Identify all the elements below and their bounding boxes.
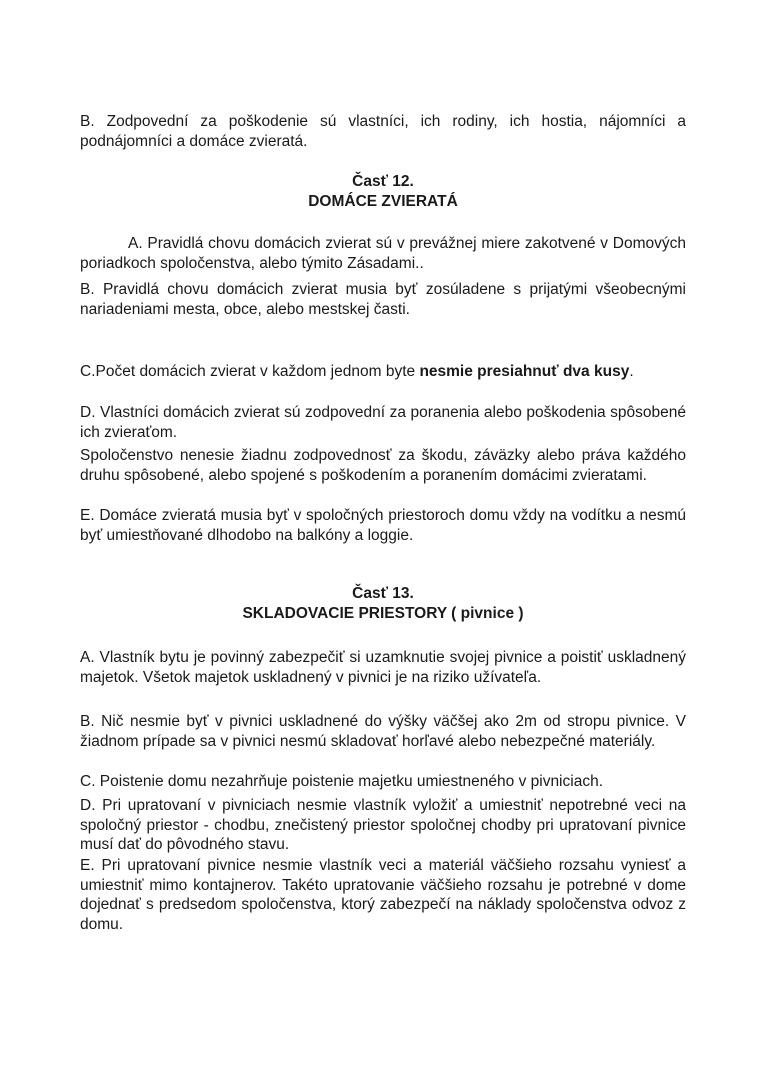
part-13-paragraph-e: E. Pri upratovaní pivnice nesmie vlastník veci a materiál väčšieho rozsahu vyniesť a umiestniť mimo kontajnerov. Takéto upratovanie väčšieho rozsahu je potrebné v dome dojednať s predsedom spoločenstva, ktorý zabezpečí na náklady spoločenstva odvoz z domu. — [80, 857, 686, 933]
part-12-paragraph-d2: Spoločenstvo nenesie žiadnu zodpovednosť za škodu, záväzky alebo práva každého druhu spôsobené, alebo spojené s poškodením a poranením domácimi zvieratami. — [80, 447, 686, 484]
part-13-paragraph-a: A. Vlastník bytu je povinný zabezpečiť si uzamknutie svojej pivnice a poistiť uskladnený majetok. Všetok majetok uskladnený v pivnici je na riziko užívateľa. — [80, 649, 686, 686]
part-12-paragraph-a: A. Pravidlá chovu domácich zvierat sú v prevážnej miere zakotvené v Domových poriadkoch spoločenstva, alebo týmito Zásadami.. — [80, 235, 686, 272]
part-12-c-prefix: C.Počet domácich zvierat v každom jednom byte — [80, 363, 420, 380]
part-13-title: SKLADOVACIE PRIESTORY ( pivnice ) — [242, 604, 524, 622]
part-12-c-suffix: . — [629, 363, 634, 380]
part-12-number: Časť 12. — [352, 173, 414, 190]
part-13-paragraph-b: B. Nič nesmie byť v pivnici uskladnené do výšky väčšej ako 2m od stropu pivnice. V žiadnom prípade sa v pivnici nesmú skladovať horľavé alebo nebezpečné materiály. — [80, 713, 686, 750]
part-12-title: DOMÁCE ZVIERATÁ — [308, 192, 458, 210]
part-12-c-bold: nesmie presiahnuť dva kusy — [419, 363, 630, 380]
intro-paragraph-b: B. Zodpovední za poškodenie sú vlastníci, ich rodiny, ich hostia, nájomníci a podnájomníci a domáce zvieratá. — [80, 113, 686, 150]
part-12-paragraph-d: D. Vlastníci domácich zvierat sú zodpovední za poranenia alebo poškodenia spôsobené ich zvieraťom. — [80, 404, 686, 441]
part-12-heading — [80, 172, 686, 211]
part-12-paragraph-c — [80, 362, 686, 382]
part-13-paragraph-d: D. Pri upratovaní v pivniciach nesmie vlastník vyložiť a umiestniť nepotrebné veci na spoločný priestor - chodbu, znečistený priestor spoločnej chodby pri upratovaní pivnice musí dať do pôvodného stavu. — [80, 797, 686, 853]
part-12-paragraph-b: B. Pravidlá chovu domácich zvierat musia byť zosúladene s prijatými všeobecnými nariadeniami mesta, obce, alebo mestskej časti. — [80, 281, 686, 318]
part-12-paragraph-e: E. Domáce zvieratá musia byť v spoločných priestoroch domu vždy na vodítku a nesmú byť umiestňované dlhodobo na balkóny a loggie. — [80, 507, 686, 544]
part-13-number: Časť 13. — [352, 585, 414, 602]
part-13-heading — [80, 584, 686, 623]
part-13-paragraph-c: C. Poistenie domu nezahrňuje poistenie majetku umiestneného v pivniciach. — [80, 773, 603, 790]
